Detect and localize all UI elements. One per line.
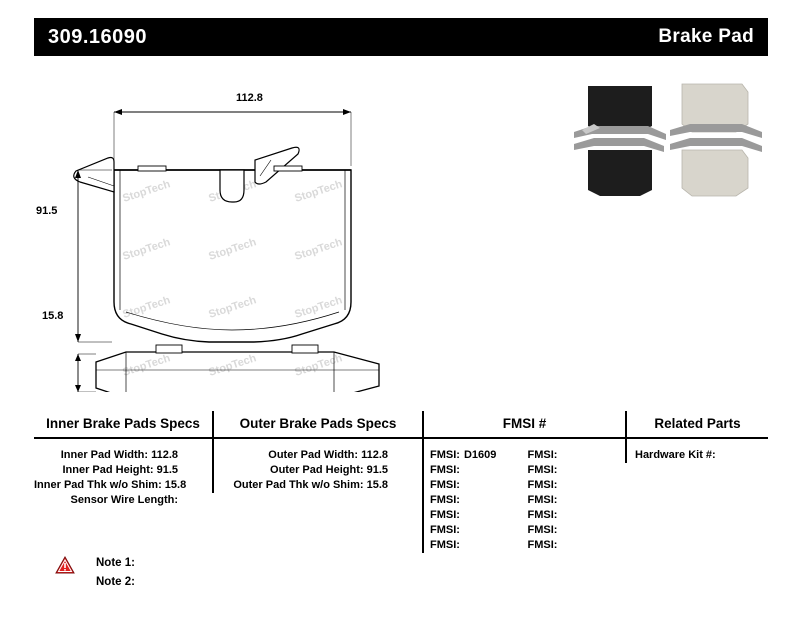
pad-side-view [96,345,379,392]
related-parts-heading: Related Parts [627,411,768,439]
fmsi-row [528,463,626,478]
spec-row: Sensor Wire Length: [70,494,178,506]
fmsi-row [528,493,626,508]
photo-pad-bottom-left [574,138,664,196]
fmsi-row [528,508,626,523]
fmsi-label: FMSI: [527,509,558,521]
specs-tables [34,411,768,551]
fmsi-heading: FMSI # [424,411,625,439]
spec-row: Outer Pad Width: 112.8 [268,449,388,461]
dimension-thickness [75,354,96,392]
fmsi-right-column [528,448,626,553]
page-title: Brake Pad [658,26,754,47]
brake-pad-drawing-svg [34,62,554,392]
fmsi-value [557,449,561,461]
note-2-label: Note 2: [96,575,135,588]
pad-front-view [74,147,351,342]
outer-pad-specs-column [212,411,422,493]
fmsi-column [422,411,625,553]
fmsi-label: FMSI: [430,539,460,551]
technical-drawing [34,62,554,392]
fmsi-value [460,464,464,476]
fmsi-value: D1609 [463,449,497,461]
spec-row: Inner Pad Thk w/o Shim: 15.8 [34,479,187,491]
fmsi-row [430,448,528,463]
notes-section [55,553,315,591]
fmsi-label: FMSI: [527,494,558,506]
fmsi-label: FMSI: [430,494,460,506]
fmsi-row [430,538,528,553]
fmsi-value [557,524,561,536]
fmsi-value [460,479,464,491]
product-photo-group [570,70,770,200]
outer-pad-specs-heading: Outer Brake Pads Specs [214,411,422,439]
photo-pad-top-left [574,86,666,140]
fmsi-value [557,494,561,506]
fmsi-row [430,508,528,523]
brake-pad-photos-svg [570,70,770,200]
fmsi-label: FMSI: [430,509,460,521]
inner-pad-specs-heading: Inner Brake Pads Specs [34,411,212,439]
photo-pad-bottom-right [670,138,762,196]
fmsi-label: FMSI: [430,479,460,491]
related-parts-body [627,439,768,463]
fmsi-label: FMSI: [527,539,558,551]
fmsi-body [424,439,625,553]
spec-row: Outer Pad Thk w/o Shim: 15.8 [233,479,388,491]
outer-pad-specs-body [214,439,422,493]
note-row-1 [55,553,315,572]
inner-pad-specs-body [34,439,212,508]
inner-pad-specs-column [34,411,212,508]
dimension-width-label: 112.8 [236,92,263,104]
fmsi-row [528,478,626,493]
fmsi-left-column [430,448,528,553]
part-number: 309.16090 [48,25,148,48]
dimension-height [75,170,112,342]
fmsi-label: FMSI: [527,464,558,476]
fmsi-value [557,509,561,521]
fmsi-label: FMSI: [527,449,558,461]
note-1-label: Note 1: [96,556,135,569]
dimension-width [114,109,351,166]
fmsi-value [557,479,561,491]
photo-pad-top-right [670,84,762,138]
fmsi-label: FMSI: [430,524,460,536]
fmsi-value [557,539,561,551]
fmsi-row [430,463,528,478]
related-part-row: Hardware Kit #: [635,449,716,461]
document-header [34,18,768,56]
fmsi-value [460,494,464,506]
fmsi-value [460,509,464,521]
fmsi-label: FMSI: [430,449,460,461]
note-row-2 [55,572,315,591]
spec-row: Outer Pad Height: 91.5 [270,464,388,476]
related-parts-column [625,411,768,463]
fmsi-value [460,539,464,551]
fmsi-label: FMSI: [527,479,558,491]
fmsi-row [430,478,528,493]
fmsi-row [430,493,528,508]
spec-row: Inner Pad Height: 91.5 [62,464,178,476]
warning-triangle-icon [55,556,75,574]
fmsi-label: FMSI: [527,524,558,536]
dimension-height-label: 91.5 [36,205,58,217]
dimension-thickness-label: 15.8 [42,310,64,322]
spec-row: Inner Pad Width: 112.8 [60,449,178,461]
fmsi-label: FMSI: [430,464,460,476]
fmsi-value [460,524,464,536]
fmsi-row [528,538,626,553]
fmsi-row [528,523,626,538]
fmsi-row [430,523,528,538]
fmsi-row [528,448,626,463]
fmsi-value [557,464,561,476]
